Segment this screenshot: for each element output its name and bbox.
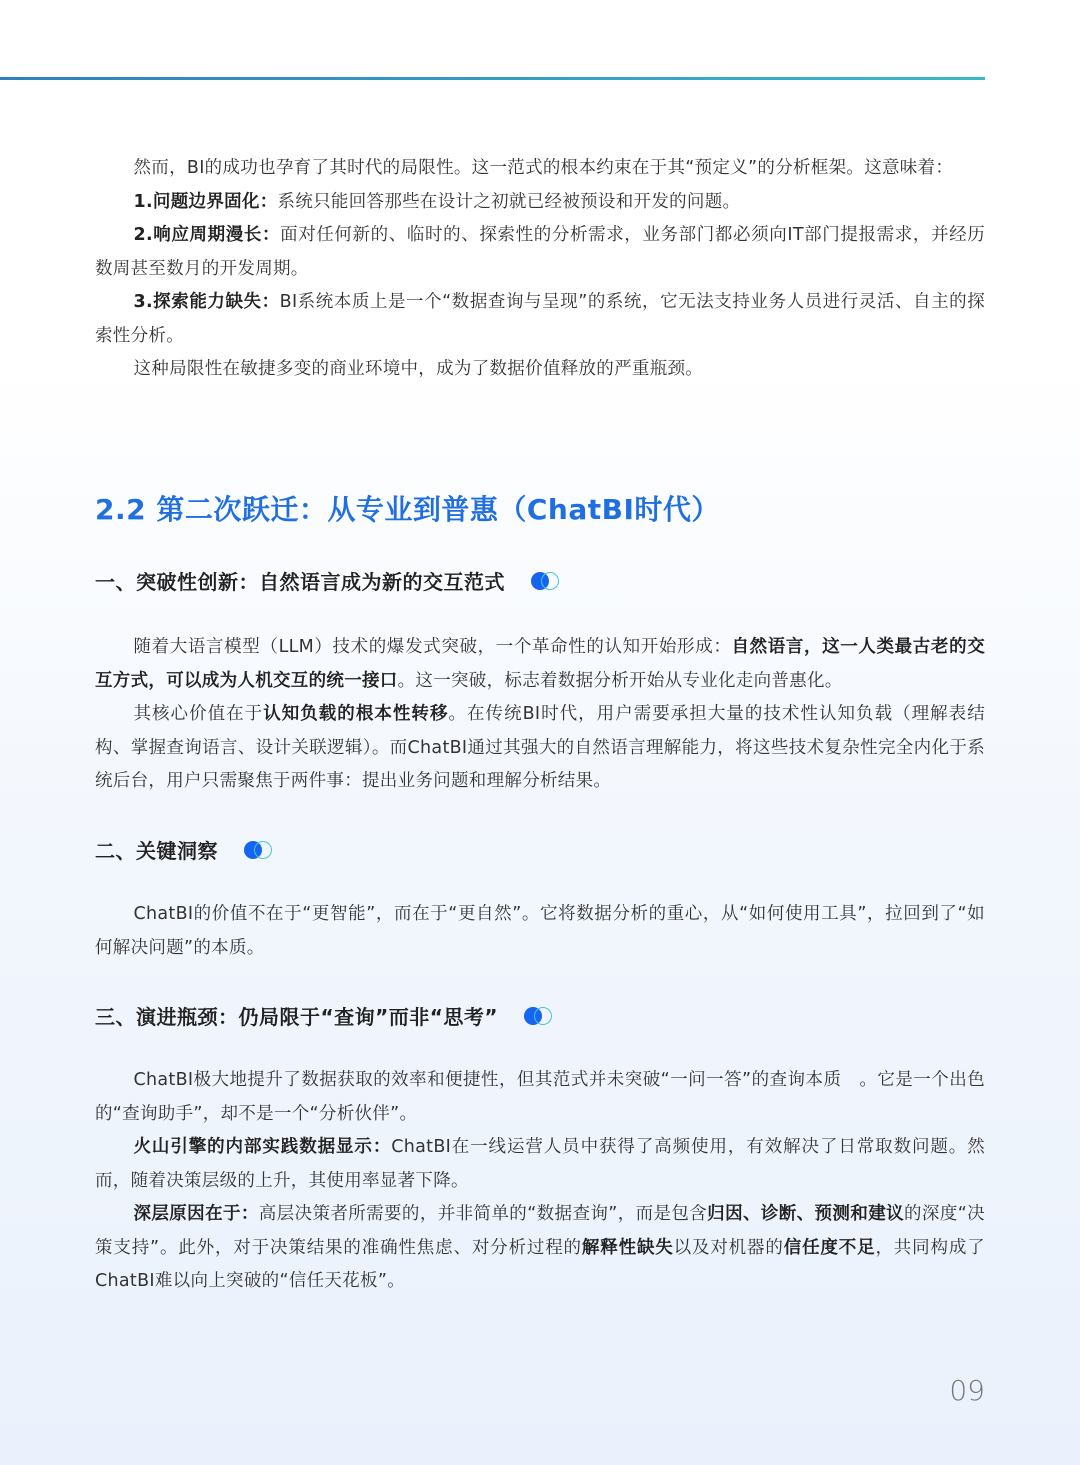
emphasis: 深层原因在于：	[133, 1204, 259, 1224]
subsection-heading	[95, 1001, 554, 1030]
list-item	[95, 219, 985, 286]
toggle-circles-icon	[244, 841, 274, 859]
paragraph	[95, 698, 985, 799]
emphasis: 自然语言，这一人类最古老的交互方式，可以成为人机交互的统一接口	[95, 637, 986, 691]
paragraph: ChatBI极大地提升了数据获取的效率和便捷性，但其范式并未突破“一问一答”的查询本质 。它是一个出色的“查询助手”，却不是一个“分析伙伴”。	[95, 1070, 985, 1124]
list-item	[95, 286, 985, 353]
subsection-body	[95, 898, 985, 965]
section-title: 2.2 第二次跃迁：从专业到普惠（ChatBI时代）	[95, 493, 720, 526]
text: 高层决策者所需要的，并非简单的“数据查询”，而是包含	[258, 1204, 708, 1224]
item-text: BI系统本质上是一个“数据查询与呈现”的系统，它无法支持业务人员进行灵活、自主的探索性分析。	[95, 292, 985, 346]
paragraph: 这种局限性在敏捷多变的商业环境中，成为了数据价值释放的严重瓶颈。	[133, 359, 704, 379]
paragraph	[95, 1198, 985, 1299]
paragraph	[95, 631, 985, 698]
item-text: 面对任何新的、临时的、探索性的分析需求，业务部门都必须向IT部门提报需求，并经历数周甚至数月的开发周期。	[95, 225, 985, 279]
text: 以及对机器的	[673, 1237, 784, 1258]
paragraph: 然而，BI的成功也孕育了其时代的局限性。这一范式的根本约束在于其“预定义”的分析框架。这意味着：	[133, 158, 954, 178]
text: ChatBI在一线运营人员中获得了高频使用，有效解决了日常取数问题。然而，随着决策层级的上升，其使用率显著下降。	[95, 1137, 986, 1191]
paragraph	[95, 1131, 985, 1198]
subsection-title: 三、演进瓶颈：仍局限于“查询”而非“思考”	[95, 1005, 499, 1029]
item-text: 系统只能回答那些在设计之初就已经被预设和开发的问题。	[277, 191, 741, 212]
intro-section	[95, 152, 985, 387]
subsection-body	[95, 631, 985, 799]
text: ，共同构成了ChatBI难以向上突破的“信任天花板”。	[95, 1237, 985, 1291]
emphasis: 火山引擎的内部实践数据显示：	[133, 1137, 392, 1157]
text: 。这一突破，标志着数据分析开始从专业化走向普惠化。	[397, 670, 843, 691]
emphasis: 信任度不足	[783, 1237, 876, 1258]
emphasis: 认知负载的根本性转移	[263, 704, 449, 724]
emphasis: 解释性缺失	[581, 1237, 674, 1258]
text: 随着大语言模型（LLM）技术的爆发式突破，一个革命性的认知开始形成：	[133, 637, 732, 657]
item-label: 2.响应周期漫长：	[133, 225, 281, 245]
page-number: 09	[949, 1374, 985, 1407]
subsection-heading	[95, 835, 274, 864]
item-label: 1.问题边界固化：	[133, 191, 278, 212]
subsection-heading	[95, 566, 561, 595]
text: 的深度“决策支持”。此外，对于决策结果的准确性焦虑、对分析过程的	[95, 1204, 985, 1258]
emphasis: 归因、诊断、预测和建议	[707, 1204, 905, 1224]
text: 。在传统BI时代，用户需要承担大量的技术性认知负载（理解表结构、掌握查询语言、设计关联逻辑）。而ChatBI通过其强大的自然语言理解能力，将这些技术复杂性完全内化于系统后台，用户只需聚焦于两件事：提出业务问题和理解分析结果。	[95, 704, 986, 791]
header-rule	[0, 77, 985, 80]
toggle-circles-icon	[524, 1007, 554, 1025]
subsection-title: 一、突破性创新：自然语言成为新的交互范式	[95, 570, 505, 594]
toggle-circles-icon	[531, 572, 561, 590]
text: 其核心价值在于	[133, 704, 264, 724]
subsection-body	[95, 1064, 985, 1299]
subsection-title: 二、关键洞察	[95, 839, 218, 863]
list-item	[95, 186, 985, 220]
item-label: 3.探索能力缺失：	[133, 292, 280, 312]
paragraph: ChatBI的价值不在于“更智能”，而在于“更自然”。它将数据分析的重心，从“如何使用工具”，拉回到了“如何解决问题”的本质。	[95, 904, 985, 958]
